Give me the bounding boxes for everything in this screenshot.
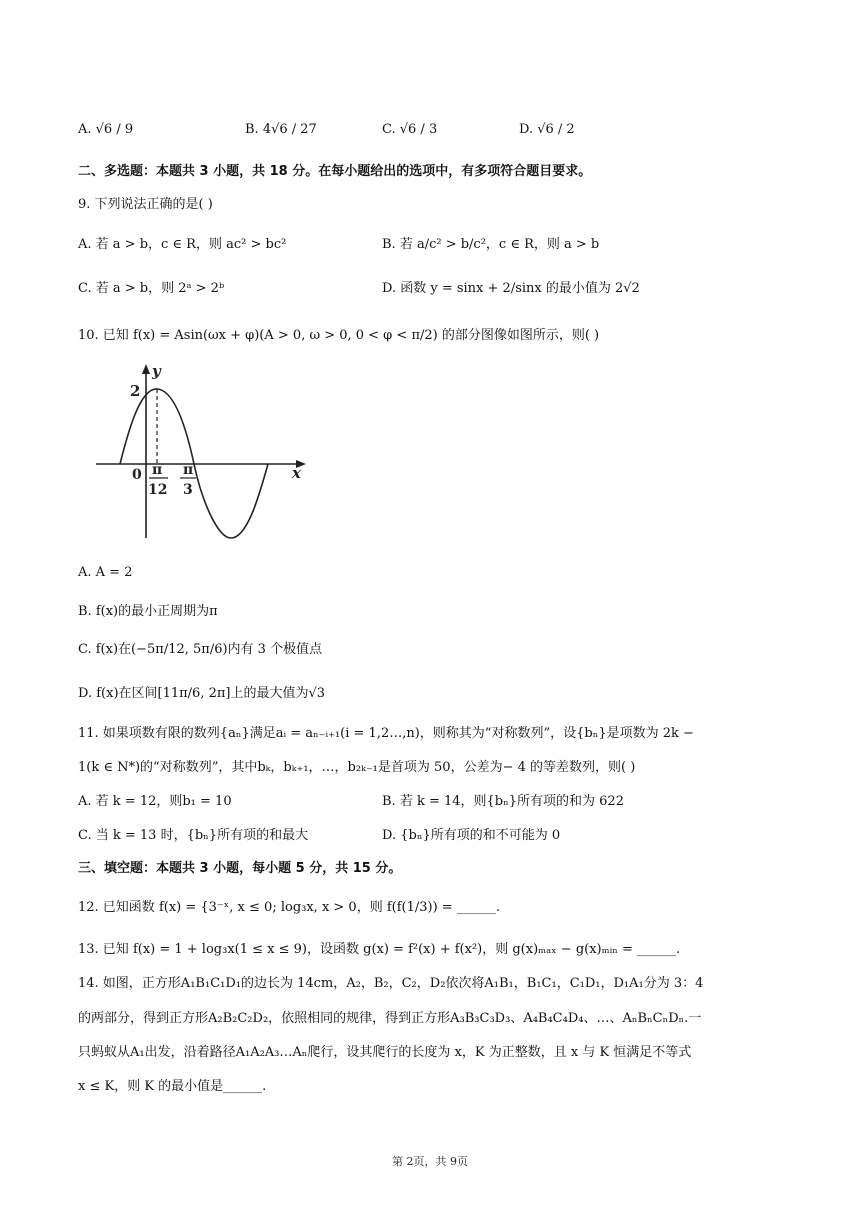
q10-option-b: B. f(x)的最小正周期为π [78,604,218,619]
q9-option-c: C. 若 a > b，则 2ᵃ > 2ᵇ [78,281,225,296]
q13: 13. 已知 f(x) = 1 + log₃x(1 ≤ x ≤ 9)，设函数 g(x) = f²(x) + f(x²)，则 g(x)ₘₐₓ − g(x)ₘᵢₙ = ______. [78,942,681,957]
q14-line4: x ≤ K，则 K 的最小值是______. [78,1079,267,1094]
tick-label-pi-2: π [183,462,194,478]
page-footer: 第 2页，共 9页 [392,1155,468,1168]
q11-option-b: B. 若 k = 14，则{bₙ}所有项的和为 622 [382,794,624,809]
tick-label-pi: π [152,462,163,478]
y-axis-label: y [152,362,161,380]
q10-option-c: C. f(x)在(−5π/12, 5π/6)内有 3 个极值点 [78,642,323,657]
tick-label-3: 3 [183,482,193,498]
q9-option-d: D. 函数 y = sinx + 2/sinx 的最小值为 2√2 [382,281,640,296]
x-axis-label: x [292,464,301,482]
tick-label-12: 12 [148,482,168,498]
q8-option-a: A. √6 / 9 [78,122,134,137]
q8-option-d: D. √6 / 2 [519,122,575,137]
y-axis-arrow [142,364,150,374]
q8-option-c: C. √6 / 3 [382,122,438,137]
q14-line1: 14. 如图，正方形A₁B₁C₁D₁的边长为 14cm，A₂，B₂，C₂，D₂依次将A₁B₁，B₁C₁，C₁D₁，D₁A₁分为 3：4 [78,976,704,991]
q14-line2: 的两部分，得到正方形A₂B₂C₂D₂，依照相同的规律，得到正方形A₃B₃C₃D₃、A₄B₄C₄D₄、…、AₙBₙCₙDₙ.一 [78,1011,702,1026]
q11-option-d: D. {bₙ}所有项的和不可能为 0 [382,828,561,843]
q11-option-c: C. 当 k = 13 时，{bₙ}所有项的和最大 [78,828,309,843]
q11-option-a: A. 若 k = 12，则b₁ = 10 [78,794,232,809]
max-value-label: 2 [130,382,141,400]
q8-option-b: B. 4√6 / 27 [245,122,317,137]
q9-option-a: A. 若 a > b，c ∈ R，则 ac² > bc² [78,237,287,252]
q11-line2: 1(k ∈ N*)的“对称数列”，其中bₖ，bₖ₊₁，…，b₂ₖ₋₁是首项为 50，公差为− 4 的等差数列，则( ) [78,760,636,775]
q11-line1: 11. 如果项数有限的数列{aₙ}满足aᵢ = aₙ₋ᵢ₊₁(i = 1,2…,n)，则称其为“对称数列”，设{bₙ}是项数为 2k − [78,726,694,741]
q14-line3: 只蚂蚁从A₁出发，沿着路径A₁A₂A₃…Aₙ爬行，设其爬行的长度为 x，K 为正整数，且 x 与 K 恒满足不等式 [78,1045,692,1060]
q10-sine-graph [92,362,310,542]
section2-header: 二、多选题：本题共 3 小题，共 18 分。在每小题给出的选项中，有多项符合题目要求。 [78,164,592,179]
q10-option-a: A. A = 2 [78,565,133,580]
q9-option-b: B. 若 a/c² > b/c²，c ∈ R，则 a > b [382,237,600,252]
q9-stem: 9. 下列说法正确的是( ) [78,197,213,212]
q10-stem: 10. 已知 f(x) = Asin(ωx + φ)(A > 0, ω > 0, 0 < φ < π/2) 的部分图像如图所示，则( ) [78,328,600,343]
q12: 12. 已知函数 f(x) = {3⁻ˣ, x ≤ 0; log₃x, x > 0，则 f(f(1/3)) = ______. [78,900,500,915]
q10-option-d: D. f(x)在区间[11π/6, 2π]上的最大值为√3 [78,686,326,701]
origin-label: 0 [132,467,142,483]
section3-header: 三、填空题：本题共 3 小题，每小题 5 分，共 15 分。 [78,861,402,876]
